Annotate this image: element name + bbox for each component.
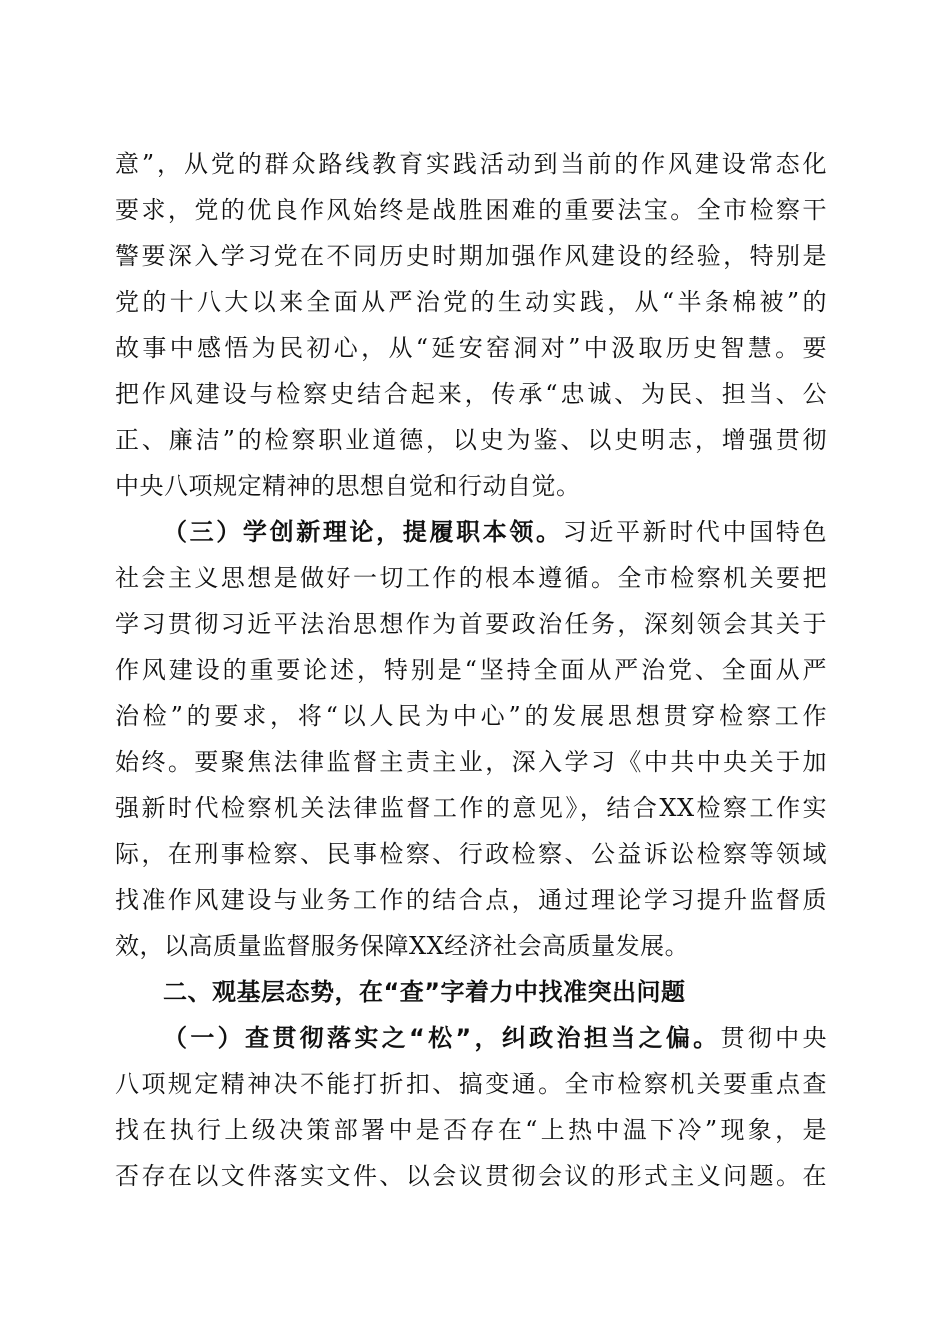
text-line: 故事中感悟为民初心，从“延安窑洞对”中汲取历史智慧。要	[115, 334, 827, 362]
text-line: 否存在以文件落实文件、以会议贯彻会议的形式主义问题。在	[115, 1162, 827, 1190]
text-line: 始终。要聚焦法律监督主责主业，深入学习《中共中央关于加	[115, 748, 827, 776]
document-body	[115, 141, 827, 1199]
text-line: 中央八项规定精神的思想自觉和行动自觉。	[115, 472, 581, 500]
text-line: 强新时代检察机关法律监督工作的意见》，结合XX检察工作实	[115, 794, 827, 822]
text-line: 找在执行上级决策部署中是否存在“上热中温下冷”现象，是	[115, 1116, 827, 1144]
text-line: 要求，党的优良作风始终是战胜困难的重要法宝。全市检察干	[115, 196, 827, 224]
text-line: 学习贯彻习近平法治思想作为首要政治任务，深刻领会其关于	[115, 610, 827, 638]
text-line: 际，在刑事检察、民事检察、行政检察、公益诉讼检察等领域	[115, 840, 827, 868]
text-line: 意”，从党的群众路线教育实践活动到当前的作风建设常态化	[115, 150, 827, 178]
paragraph-history-study	[115, 141, 827, 509]
text-line: 正、廉洁”的检察职业道德，以史为鉴、以史明志，增强贯彻	[115, 426, 827, 454]
text-line-first	[115, 509, 827, 555]
text-run: 习近平新时代中国特色	[562, 518, 827, 546]
paragraph-implementation-check	[115, 1015, 827, 1199]
text-line-first	[115, 1015, 827, 1061]
text-line: 找准作风建设与业务工作的结合点，通过理论学习提升监督质	[115, 886, 827, 914]
subsection-lead: （三）学创新理论，提履职本领。	[163, 518, 563, 546]
text-line: 警要深入学习党在不同历史时期加强作风建设的经验，特别是	[115, 242, 827, 270]
text-line: 把作风建设与检察史结合起来，传承“忠诚、为民、担当、公	[115, 380, 827, 408]
text-line: 治检”的要求，将“以人民为中心”的发展思想贯穿检察工作	[115, 702, 827, 730]
text-line: 效，以高质量监督服务保障XX经济社会高质量发展。	[115, 932, 690, 960]
text-line: 八项规定精神决不能打折扣、搞变通。全市检察机关要重点查	[115, 1070, 827, 1098]
text-line: 党的十八大以来全面从严治党的生动实践，从“半条棉被”的	[115, 288, 827, 316]
subsection-lead: （一）查贯彻落实之“松”，纠政治担当之偏。	[163, 1024, 721, 1052]
paragraph-theory-study	[115, 509, 827, 969]
text-line: 作风建设的重要论述，特别是“坚持全面从严治党、全面从严	[115, 656, 827, 684]
section-heading: 二、观基层态势，在“查”字着力中找准突出问题	[163, 978, 686, 1006]
text-run: 贯彻中央	[720, 1024, 828, 1052]
text-line: 社会主义思想是做好一切工作的根本遵循。全市检察机关要把	[115, 564, 827, 592]
